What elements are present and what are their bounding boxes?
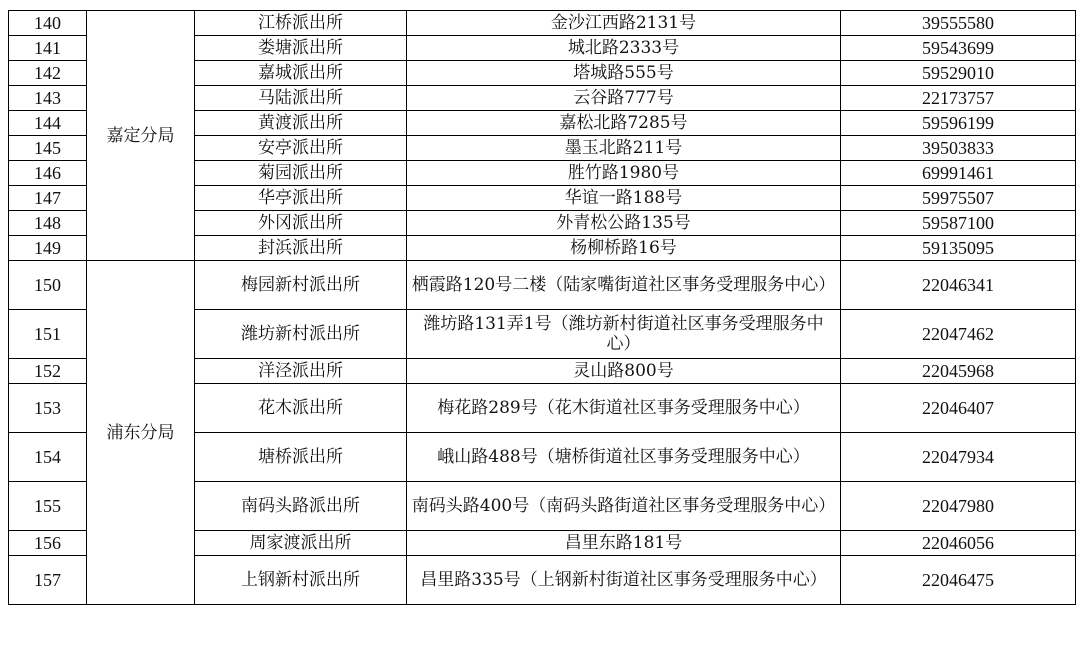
station-name: 塘桥派出所 bbox=[195, 433, 407, 482]
row-number: 149 bbox=[9, 236, 87, 261]
station-name: 黄渡派出所 bbox=[195, 111, 407, 136]
station-phone: 22046475 bbox=[841, 556, 1076, 605]
station-address: 昌里东路181号 bbox=[407, 531, 841, 556]
bureau-name: 浦东分局 bbox=[87, 261, 195, 605]
row-number: 151 bbox=[9, 310, 87, 359]
station-address: 峨山路488号（塘桥街道社区事务受理服务中心） bbox=[407, 433, 841, 482]
station-address: 华谊一路188号 bbox=[407, 186, 841, 211]
station-phone: 39503833 bbox=[841, 136, 1076, 161]
station-name: 花木派出所 bbox=[195, 384, 407, 433]
row-number: 142 bbox=[9, 61, 87, 86]
station-name: 嘉城派出所 bbox=[195, 61, 407, 86]
station-phone: 69991461 bbox=[841, 161, 1076, 186]
station-name: 洋泾派出所 bbox=[195, 359, 407, 384]
station-phone: 39555580 bbox=[841, 11, 1076, 36]
row-number: 140 bbox=[9, 11, 87, 36]
station-address: 胜竹路1980号 bbox=[407, 161, 841, 186]
station-address: 墨玉北路211号 bbox=[407, 136, 841, 161]
station-address: 金沙江西路2131号 bbox=[407, 11, 841, 36]
station-address: 灵山路800号 bbox=[407, 359, 841, 384]
station-name: 潍坊新村派出所 bbox=[195, 310, 407, 359]
station-phone: 22046341 bbox=[841, 261, 1076, 310]
station-phone: 22047980 bbox=[841, 482, 1076, 531]
station-address: 梅花路289号（花木街道社区事务受理服务中心） bbox=[407, 384, 841, 433]
station-name: 外冈派出所 bbox=[195, 211, 407, 236]
table-body bbox=[9, 11, 1076, 605]
row-number: 144 bbox=[9, 111, 87, 136]
station-phone: 22173757 bbox=[841, 86, 1076, 111]
station-name: 上钢新村派出所 bbox=[195, 556, 407, 605]
station-name: 华亭派出所 bbox=[195, 186, 407, 211]
station-name: 娄塘派出所 bbox=[195, 36, 407, 61]
station-address: 外青松公路135号 bbox=[407, 211, 841, 236]
station-name: 菊园派出所 bbox=[195, 161, 407, 186]
station-address: 南码头路400号（南码头路街道社区事务受理服务中心） bbox=[407, 482, 841, 531]
station-name: 封浜派出所 bbox=[195, 236, 407, 261]
station-phone: 59596199 bbox=[841, 111, 1076, 136]
station-name: 周家渡派出所 bbox=[195, 531, 407, 556]
station-phone: 22047934 bbox=[841, 433, 1076, 482]
row-number: 155 bbox=[9, 482, 87, 531]
station-address: 城北路2333号 bbox=[407, 36, 841, 61]
row-number: 145 bbox=[9, 136, 87, 161]
row-number: 153 bbox=[9, 384, 87, 433]
row-number: 154 bbox=[9, 433, 87, 482]
station-phone: 59135095 bbox=[841, 236, 1076, 261]
station-name: 江桥派出所 bbox=[195, 11, 407, 36]
station-phone: 59529010 bbox=[841, 61, 1076, 86]
station-address: 杨柳桥路16号 bbox=[407, 236, 841, 261]
table-row bbox=[9, 261, 1076, 310]
station-name: 南码头路派出所 bbox=[195, 482, 407, 531]
station-address: 云谷路777号 bbox=[407, 86, 841, 111]
station-address: 昌里路335号（上钢新村街道社区事务受理服务中心） bbox=[407, 556, 841, 605]
station-phone: 59543699 bbox=[841, 36, 1076, 61]
station-phone: 59975507 bbox=[841, 186, 1076, 211]
station-phone: 22045968 bbox=[841, 359, 1076, 384]
station-name: 梅园新村派出所 bbox=[195, 261, 407, 310]
station-phone: 59587100 bbox=[841, 211, 1076, 236]
station-phone: 22047462 bbox=[841, 310, 1076, 359]
row-number: 148 bbox=[9, 211, 87, 236]
police-station-table bbox=[8, 10, 1076, 605]
station-name: 安亭派出所 bbox=[195, 136, 407, 161]
row-number: 143 bbox=[9, 86, 87, 111]
station-address: 塔城路555号 bbox=[407, 61, 841, 86]
table-row bbox=[9, 11, 1076, 36]
station-name: 马陆派出所 bbox=[195, 86, 407, 111]
row-number: 157 bbox=[9, 556, 87, 605]
station-address: 潍坊路131弄1号（潍坊新村街道社区事务受理服务中心） bbox=[407, 310, 841, 359]
row-number: 147 bbox=[9, 186, 87, 211]
row-number: 150 bbox=[9, 261, 87, 310]
station-address: 栖霞路120号二楼（陆家嘴街道社区事务受理服务中心） bbox=[407, 261, 841, 310]
station-phone: 22046407 bbox=[841, 384, 1076, 433]
bureau-name: 嘉定分局 bbox=[87, 11, 195, 261]
row-number: 146 bbox=[9, 161, 87, 186]
station-phone: 22046056 bbox=[841, 531, 1076, 556]
row-number: 152 bbox=[9, 359, 87, 384]
station-address: 嘉松北路7285号 bbox=[407, 111, 841, 136]
row-number: 156 bbox=[9, 531, 87, 556]
row-number: 141 bbox=[9, 36, 87, 61]
